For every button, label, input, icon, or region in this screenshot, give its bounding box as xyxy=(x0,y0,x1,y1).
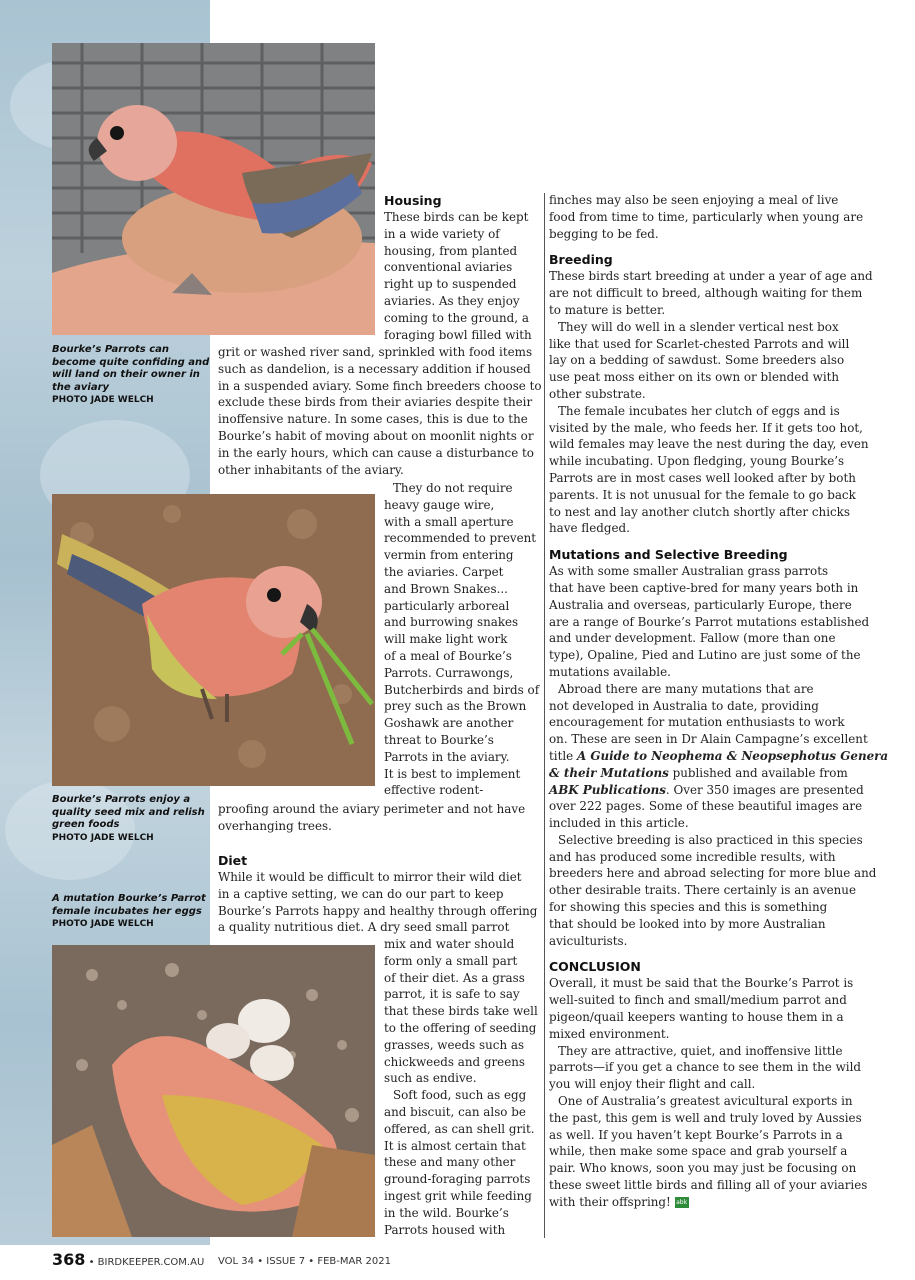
text-line: The female incubates her clutch of eggs and is xyxy=(558,403,840,418)
abk-end-logo: abk xyxy=(676,1199,688,1207)
column-divider xyxy=(544,193,545,1238)
text-line: proofing around the aviary perimeter and not have xyxy=(218,802,526,816)
housing-section-end xyxy=(218,801,543,835)
text-fragment: . Over 350 images are presented xyxy=(665,782,864,797)
text-line: other substrate. xyxy=(549,386,646,401)
text-line: the aviaries. Carpet xyxy=(384,564,504,579)
text-line: pigeon/quail keepers wanting to house them in a xyxy=(549,1010,844,1025)
text-line: for showing this species and this is something xyxy=(549,900,828,915)
photo3-caption xyxy=(52,893,212,931)
photo-parrot-eating-greens xyxy=(52,494,375,786)
text-line: are a range of Bourke’s Parrot mutations established xyxy=(549,614,870,629)
book-title: A Guide to Neophema & Neopsephotus Genera xyxy=(576,748,889,763)
text-line: and Brown Snakes... xyxy=(384,581,508,596)
text-line: particularly arboreal xyxy=(384,598,510,613)
text-line: These birds start breeding at under a year of age and xyxy=(549,269,873,284)
footer-issue xyxy=(218,1256,391,1267)
text-line: of their diet. As a grass xyxy=(384,970,525,985)
text-line: threat to Bourke’s xyxy=(384,732,494,747)
text-line: to the offering of seeding xyxy=(384,1020,537,1035)
text-line: form only a small part xyxy=(384,953,518,968)
text-line: these sweet little birds and filling all of your aviaries xyxy=(549,1178,868,1193)
text-line: heavy gauge wire, xyxy=(384,497,495,512)
text-line: Parrots housed with xyxy=(384,1222,506,1237)
text-line: included in this article. xyxy=(549,816,689,831)
text-line: Bourke’s habit of moving about on moonlit nights or xyxy=(218,428,534,443)
text-line: ground-foraging parrots xyxy=(384,1172,531,1187)
text-line: on. These are seen in Dr Alain Campagne’s excellent xyxy=(549,732,868,747)
text-line: mutations available. xyxy=(549,664,671,679)
text-line: effective rodent- xyxy=(384,783,484,798)
text-line: parrots—if you get a chance to see them in the wild xyxy=(549,1060,862,1075)
text-line: Parrots in the aviary. xyxy=(384,749,510,764)
photo-parrot-incubating-eggs xyxy=(52,945,375,1237)
photo-parrot-on-hand xyxy=(52,43,375,335)
text-line: vermin from entering xyxy=(384,548,514,563)
text-line: will make light work xyxy=(384,632,508,647)
section-heading-housing: Housing xyxy=(384,193,442,208)
text-line: Selective breeding is also practiced in this species xyxy=(558,832,863,847)
text-line: lay on a bedding of sawdust. Some breeders also xyxy=(549,353,845,368)
text-fragment: with their offspring! xyxy=(549,1194,671,1209)
text-line: in a suspended aviary. Some finch breeders choose to xyxy=(218,378,542,393)
photo-credit: PHOTO JADE WELCH xyxy=(52,832,154,843)
text-line: aviaries. As they enjoy xyxy=(384,293,520,308)
diet-section-narrow xyxy=(384,936,544,1238)
housing-section-wide xyxy=(218,344,543,478)
section-heading-diet: Diet xyxy=(218,853,248,868)
photo1-caption xyxy=(52,344,212,407)
text-line: visited by the male, who feeds her. If it gets too hot, xyxy=(549,420,863,435)
text-line: overhanging trees. xyxy=(218,818,332,833)
text-line: ingest grit while feeding xyxy=(384,1188,532,1203)
text-line: It is almost certain that xyxy=(384,1138,526,1153)
text-line: Australia and overseas, particularly Europe, there xyxy=(549,597,852,612)
text-line: like that used for Scarlet-chested Parrots and will xyxy=(549,336,850,351)
caption-text: Bourke’s Parrots can become quite confiding and will land on their owner in the aviary xyxy=(52,344,210,393)
text-line: Soft food, such as egg xyxy=(393,1088,527,1103)
text-line: grasses, weeds such as xyxy=(384,1037,525,1052)
text-line: aviculturists. xyxy=(549,933,628,948)
text-line: pair. Who knows, soon you may just be focusing on xyxy=(549,1161,857,1176)
caption-text: A mutation Bourke’s Parrot female incubates her eggs xyxy=(52,893,206,917)
photo-credit: PHOTO JADE WELCH xyxy=(52,395,154,405)
text-line: finches may also be seen enjoying a meal of live xyxy=(549,193,839,207)
text-line: over 222 pages. Some of these beautiful images are xyxy=(549,799,863,814)
text-line: that should be looked into by more Australian xyxy=(549,916,826,931)
text-line: a quality nutritious diet. A dry seed small parrot xyxy=(218,920,510,935)
text-line: They will do well in a slender vertical nest box xyxy=(558,319,839,334)
text-line: you will enjoy their flight and call. xyxy=(549,1077,756,1092)
text-line: These birds can be kept xyxy=(384,210,529,224)
text-line: and burrowing snakes xyxy=(384,615,519,630)
text-line: other desirable traits. There certainly is an avenue xyxy=(549,883,856,898)
text-line: well-suited to finch and small/medium parrot and xyxy=(549,993,847,1008)
issue-info: VOL 34 • ISSUE 7 • FEB-MAR 2021 xyxy=(218,1256,391,1267)
text-line: type), Opaline, Pied and Lutino are just some of the xyxy=(549,648,861,663)
text-line: encouragement for mutation enthusiasts to work xyxy=(549,715,845,730)
text-fragment: published and available from xyxy=(668,765,848,780)
text-line-publisher xyxy=(549,782,889,799)
text-line: Butcherbirds and birds of xyxy=(384,682,540,697)
text-line: that have been captive-bred for many years both in xyxy=(549,580,859,595)
text-line: have fledged. xyxy=(549,521,630,536)
text-line: Parrots. Currawongs, xyxy=(384,665,514,680)
text-line: right up to suspended xyxy=(384,277,517,292)
text-line: in the wild. Bourke’s xyxy=(384,1205,509,1220)
text-line: the past, this gem is well and truly loved by Aussies xyxy=(549,1110,862,1125)
housing-section-narrow xyxy=(384,480,544,799)
text-line: in the early hours, which can cause a disturbance to xyxy=(218,445,534,460)
text-line: that these birds take well xyxy=(384,1004,538,1019)
text-line: and has produced some incredible results, with xyxy=(549,849,836,864)
text-line: Bourke’s Parrots happy and healthy through offering xyxy=(218,903,538,918)
text-line: are not difficult to breed, although waiting for them xyxy=(549,286,863,301)
text-line: mix and water should xyxy=(384,937,515,951)
text-line: parrot, it is safe to say xyxy=(384,987,520,1002)
text-line: not developed in Australia to date, providing xyxy=(549,698,819,713)
text-line: grit or washed river sand, sprinkled with food items xyxy=(218,345,533,359)
text-line: It is best to implement xyxy=(384,766,521,781)
text-line: breeders here and abroad selecting for more blue and xyxy=(549,866,877,881)
text-line: Overall, it must be said that the Bourke’s Parrot is xyxy=(549,976,854,991)
text-line: as well. If you haven’t kept Bourke’s Parrots in a xyxy=(549,1127,843,1142)
text-line: They do not require xyxy=(393,481,513,495)
text-line: to nest and lay another clutch shortly after chicks xyxy=(549,504,850,519)
text-line: exclude these birds from their aviaries despite their xyxy=(218,395,533,410)
text-line-book-title xyxy=(549,765,889,782)
text-line: chickweeds and greens xyxy=(384,1054,525,1069)
text-line: They are attractive, quiet, and inoffensive little xyxy=(558,1043,843,1058)
text-line: conventional aviaries xyxy=(384,260,513,275)
housing-section-top xyxy=(384,192,544,343)
photo-credit: PHOTO JADE WELCH xyxy=(52,919,154,929)
text-line: use peat moss either on its own or blended with xyxy=(549,370,840,385)
text-line: Parrots are in most cases well looked after by both xyxy=(549,470,856,485)
text-line-final xyxy=(549,1194,889,1211)
text-line: Goshawk are another xyxy=(384,716,514,731)
photo2-caption xyxy=(52,794,212,844)
text-line: parents. It is not unusual for the female to go back xyxy=(549,487,856,502)
text-line: While it would be difficult to mirror their wild diet xyxy=(218,870,522,884)
text-line: One of Australia’s greatest avicultural exports in xyxy=(558,1094,853,1109)
text-line: in a wide variety of xyxy=(384,226,500,241)
text-line: such as dandelion, is a necessary addition if housed xyxy=(218,361,531,376)
text-line: coming to the ground, a xyxy=(384,310,529,325)
website: • BIRDKEEPER.COM.AU xyxy=(88,1257,205,1268)
text-line: housing, from planted xyxy=(384,243,518,258)
text-line: and under development. Fallow (more than one xyxy=(549,631,836,646)
right-column xyxy=(549,192,889,1211)
text-line: mixed environment. xyxy=(549,1026,670,1041)
text-line: while, then make some space and grab yourself a xyxy=(549,1144,848,1159)
text-line: while incubating. Upon fledging, young Bourke’s xyxy=(549,454,845,469)
section-heading-mutations: Mutations and Selective Breeding xyxy=(549,547,788,563)
text-line: inoffensive nature. In some cases, this is due to the xyxy=(218,412,528,427)
text-line: wild females may leave the nest during the day, even xyxy=(549,437,869,452)
diet-section xyxy=(218,852,543,936)
text-line: and biscuit, can also be xyxy=(384,1104,526,1119)
page-number: 368 xyxy=(52,1250,86,1269)
book-title-cont: & their Mutations xyxy=(549,765,669,780)
text-line: of a meal of Bourke’s xyxy=(384,648,512,663)
text-fragment: title xyxy=(549,748,577,763)
section-heading-conclusion: CONCLUSION xyxy=(549,959,641,975)
text-line: to mature is better. xyxy=(549,302,666,317)
text-line: in a captive setting, we can do our part to keep xyxy=(218,886,504,901)
text-line: recommended to prevent xyxy=(384,531,537,546)
text-line: Abroad there are many mutations that are xyxy=(558,681,814,696)
text-line: such as endive. xyxy=(384,1071,477,1086)
text-line: begging to be fed. xyxy=(549,226,659,241)
text-line: these and many other xyxy=(384,1155,516,1170)
text-line: foraging bowl filled with xyxy=(384,327,532,342)
text-line: prey such as the Brown xyxy=(384,699,527,714)
section-heading-breeding: Breeding xyxy=(549,252,613,268)
text-line: other inhabitants of the aviary. xyxy=(218,462,404,477)
text-line: with a small aperture xyxy=(384,514,514,529)
text-line: As with some smaller Australian grass parrots xyxy=(549,564,829,579)
footer-left xyxy=(52,1250,204,1269)
publisher-name: ABK Publications xyxy=(549,782,666,797)
text-line-book-title xyxy=(549,748,889,765)
caption-text: Bourke’s Parrots enjoy a quality seed mix and relish green foods xyxy=(52,794,205,830)
text-line: offered, as can shell grit. xyxy=(384,1121,535,1136)
text-line: food from time to time, particularly when young are xyxy=(549,209,864,224)
